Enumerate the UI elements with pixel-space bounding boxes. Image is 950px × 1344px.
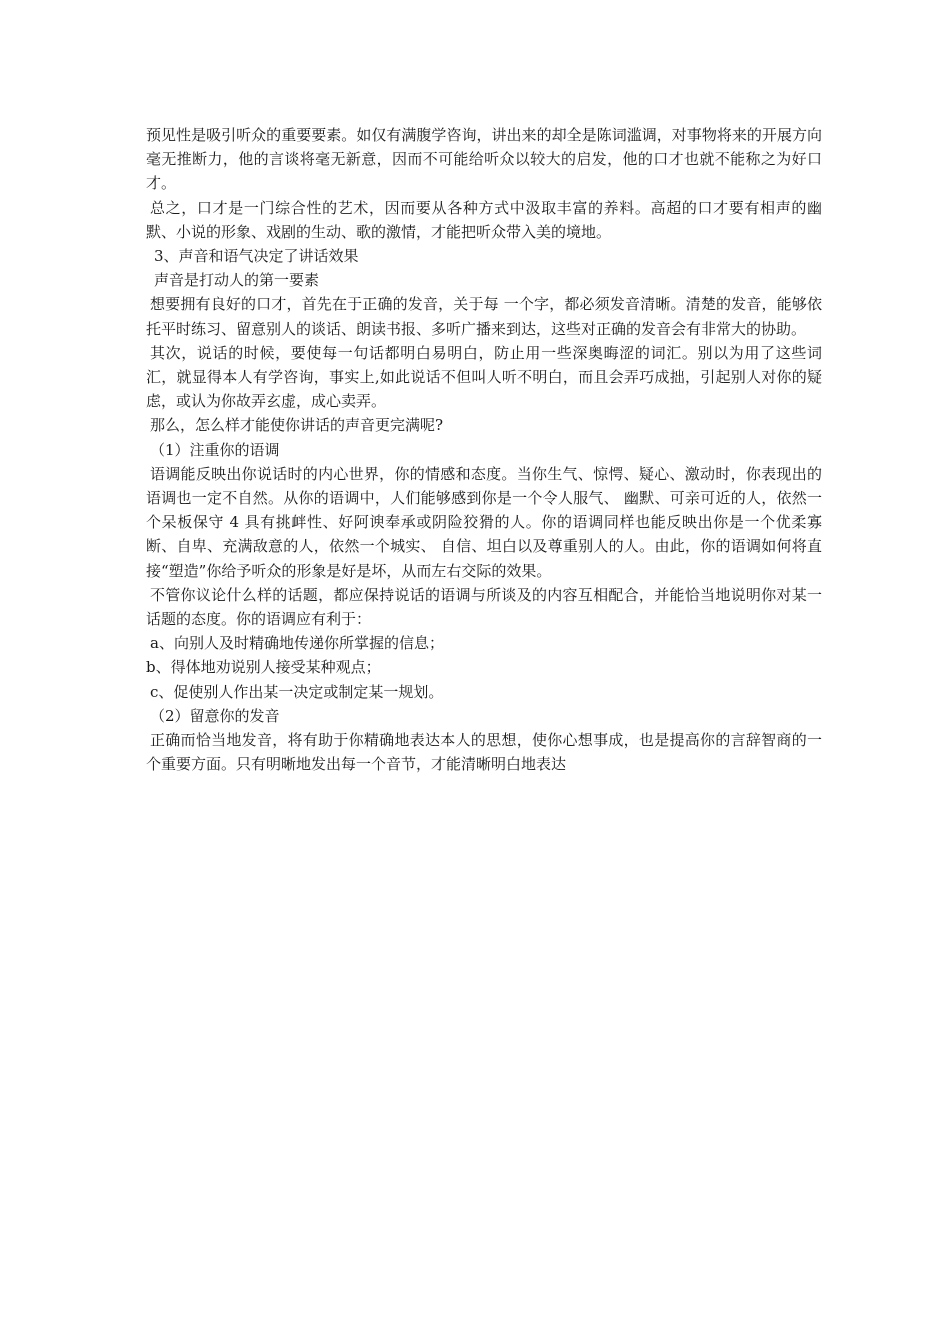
paragraph-pronunciation: 想要拥有良好的口才，首先在于正确的发音，关于每 一个字，都必须发音清晰。清楚的发音，能够依托平时练习、留意别人的谈话、朗读书报、多听广播来到达，这些对正确的发音会有非常大的协助。 [146, 295, 822, 338]
paragraph-intonation: 语调能反映出你说话时的内心世界，你的情感和态度。当你生气、惊愕、疑心、激动时，你表现出的语调也一定不自然。从你的语调中，人们能够感到你是一个令人服气、 幽默、可亲可近的人，依然一个呆板保守 4 具有挑衅性、好阿谀奉承或阴险狡猾的人。你的语调同样也能反映出你是一个优柔寡断、自卑、充满敌意的人，依然一个城实、 自信、坦白以及尊重别人的人。由此，你的语调如何将直 接“塑造”你给予听众的形象是好是坏，从而左右交际的效果。 [146, 464, 822, 580]
list-item-a: a、向别人及时精确地传递你所掌握的信息； [150, 634, 444, 653]
subheading-articulation: （2）留意你的发音 [150, 706, 280, 725]
paragraph-articulation: 正确而恰当地发音，将有助于你精确地表达本人的思想，使你心想事成，也是提高你的言辞智商的一个重要方面。只有明晰地发出每一个音节，才能清晰明白地表达 [146, 731, 822, 774]
list-item-b: b、得体地劝说别人接受某种观点； [146, 658, 381, 677]
paragraph-summary: 总之，口才是一门综合性的艺术，因而要从各种方式中汲取丰富的养料。高超的口才要有相声的幽默、小说的形象、戏剧的生动、歌的激情，才能把听众带入美的境地。 [146, 198, 822, 241]
paragraph-topic: 不管你议论什么样的话题，都应保持说话的语调与所谈及的内容互相配合，并能恰当地说明你对某一话题的态度。你的语调应有利于： [146, 585, 822, 629]
subheading-voice: 声音是打动人的第一要素 [154, 271, 320, 290]
section-heading-3: 3、声音和语气决定了讲话效果 [154, 247, 359, 266]
paragraph-vocabulary: 其次，说话的时候，要使每一句话都明白易明白，防止用一些深奥晦涩的词汇。别以为用了这些词汇，就显得本人有学咨询，事实上,如此说话不但叫人听不明白，而且会弄巧成拙，引起别人对你的疑虑，或认为你故弄玄虚，成心卖弄。 [146, 343, 822, 411]
paragraph-question: 那么，怎么样才能使你讲话的声音更完满呢? [150, 416, 444, 435]
paragraph-predictability: 预见性是吸引听众的重要要素。如仅有满腹学咨询，讲出来的却全是陈词滥调，对事物将来的开展方向毫无推断力，他的言谈将毫无新意，因而不可能给听众以较大的启发，他的口才也就不能称之为好口才。 [146, 126, 822, 193]
document-page [146, 123, 822, 776]
subheading-intonation: （1）注重你的语调 [150, 440, 280, 459]
list-item-c: c、促使别人作出某一决定或制定某一规划。 [150, 682, 444, 701]
